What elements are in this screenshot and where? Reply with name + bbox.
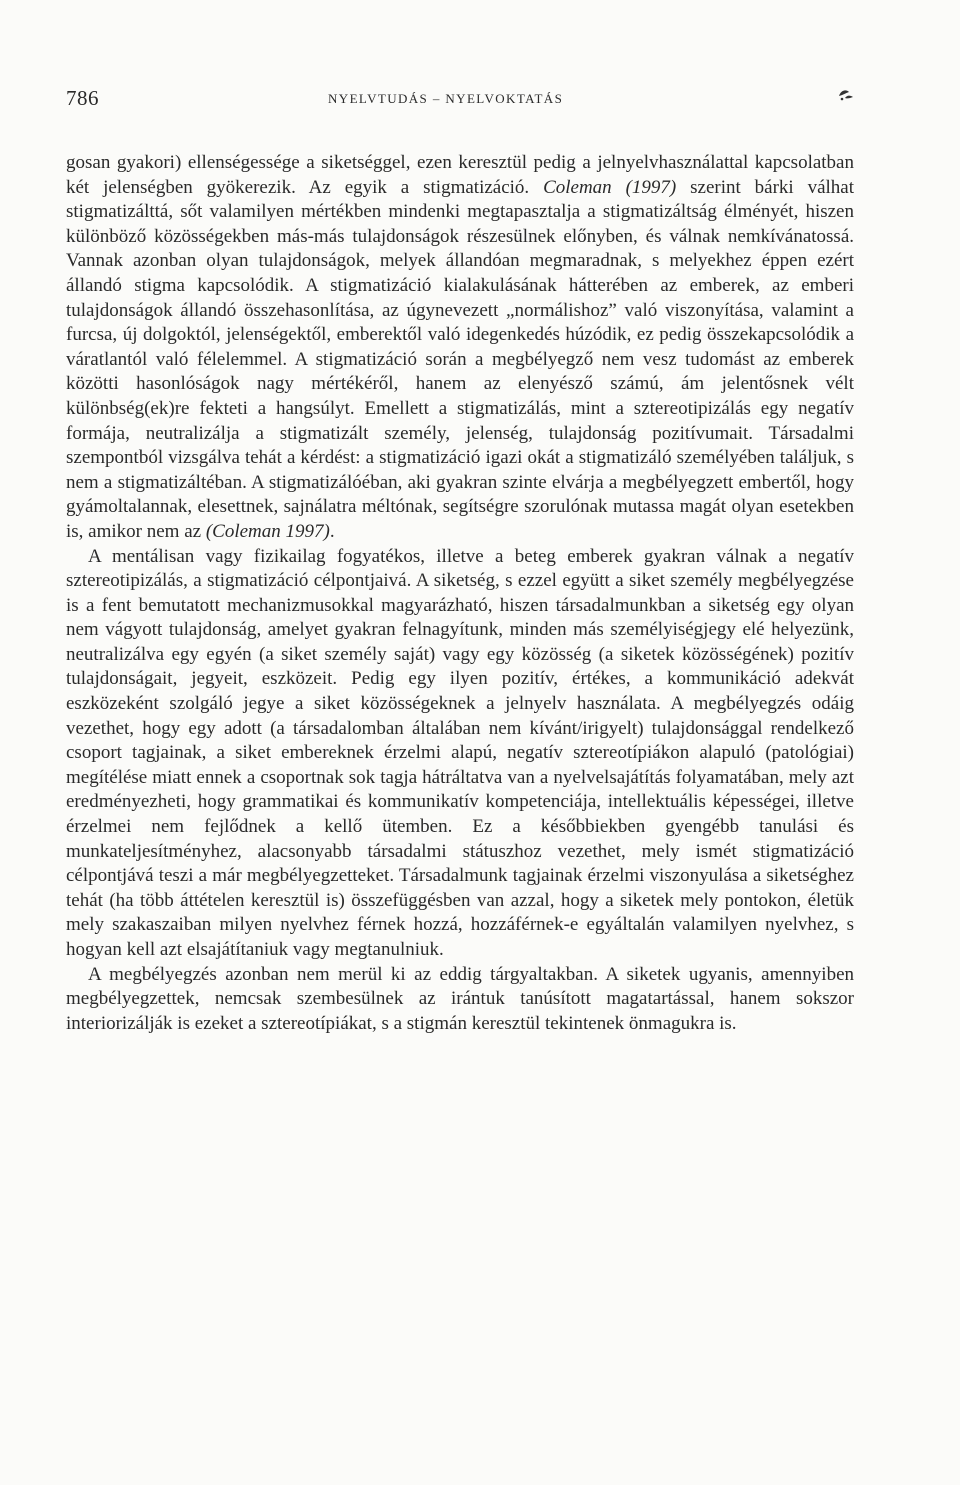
paragraph (66, 963, 854, 1037)
text-run: gosan gyakori) ellenségessége a siketséggel, ezen keresztül pedig a jelnyelvhasználattal kapcsolatban két jelenségben gyökerezik. Az egyik a stigmatizáció. (66, 152, 854, 198)
text-run: . (329, 520, 335, 542)
citation: Coleman (1997) (543, 176, 677, 198)
text-run: A mentálisan vagy fizikailag fogyatékos, illetve a beteg emberek gyakran válnak a negatív sztereotipizálás, a stigmatizáció célpontjaivá. A siketség, s ezzel együtt a siket személy megbélyegzése is a fent bemutatott mechanizmusokkal magyarázható, hiszen társadalmunkban a siketség egy olyan nem vágyott tulajdonság, amelyet gyakran felnagyítunk, minden más személyiségjegy elé helyezünk, neutralizálva egy egyén (a siket személy saját) vagy egy közösség (a siketek közösségének) pozitív tulajdonságait, jegyeit, eszközeit. Pedig egy ilyen pozitív, értékes, a kommunikáció adekvát eszközeként szolgáló jegye a siket közösségeknek a jelnyelv használata. A megbélyegzés odáig vezethet, hogy egy adott (a társadalomban általában nem kívánt/irigyelt) tulajdonsággal rendelkező csoport tagjainak, a siket embereknek érzelmi alapú, negatív sztereotípiákon alapuló (patológiai) megítélése miatt ennek a csoportnak sok tagja hátráltatva van a nyelvelsajátítás folyamatában, mely azt eredményezheti, hogy grammatikai és kommunikatív kompetenciája, intellektuális képességei, illetve érzelmei nem fejlődnek a kellő ütemben. Ez a későbbiekben gyengébb tanulási és munkateljesítményhez, alacsonyabb társadalmi státuszhoz vezethet, mely ismét stigmatizáció célpontjává teszi a már megbélyegzetteket. Társadalmunk tagjainak érzelmi viszonyulása a siketséghez tehát (ha több áttételen keresztül is) összefüggésben van azzal, hogy a siketek mely pontokon, életük mely szakaszaiban milyen nyelvhez férnek hozzá, hozzáférnek-e egyáltalán valamilyen nyelvhez, s hogyan kell azt elsajátítaniuk vagy megtanulniuk. (66, 545, 854, 960)
leaf-ornament-icon (837, 86, 855, 102)
text-run: A megbélyegzés azonban nem merül ki az eddig tárgyaltakban. A siketek ugyanis, amennyiben megbélyegzettek, nemcsak szembesülnek az irántuk tanúsított magatartással, hanem sokszor interiorizálják is ezeket a sztereotípiákat, s a stigmán keresztül tekintenek önmagukra is. (66, 963, 854, 1034)
text-run: szerint bárki válhat stigmatizálttá, sőt valamilyen mértékben mindenki megtapasztalja a stigmatizáltság élményét, hiszen különböző közösségekben más-más tulajdonságok részesülnek előnyben, és válnak nemkívánatossá. Vannak azonban olyan tulajdonságok, melyek állandóan megmaradnak, s melyekhez éppen ezért állandó stigma kapcsolódik. A stigmatizáció kialakulásának hátterében az emberek, az emberi tulajdonságok állandó összehasonlítása, az úgynevezett „normálishoz” való viszonyítása, valamint a furcsa, új dolgoktól, jelenségektől, emberektől való idegenkedés húzódik, ez pedig összekapcsolódik a váratlantól való félelemmel. A stigmatizáció során a megbélyegző nem vesz tudomást az emberek közötti hasonlóságok nagy mértékéről, hanem az elenyésző számú, ám jelentősnek vélt különbség(ek)re fekteti a hangsúlyt. Emellett a stigmatizálás, mint a sztereotipizálás egy negatív formája, neutralizálja a stigmatizált személy, jelenség, tulajdonság pozitívumait. Társadalmi szempontból vizsgálva tehát a kérdést: a stigmatizáció igazi okát a stigmatizáló személyében találjuk, s nem a stigmatizáltéban. A stigmatizálóéban, aki gyakran szinte elvárja a megbélyegzett embertől, hogy gyámoltalannak, elesettnek, sajnálatra méltónak, segítségre szorulónak mutassa magát olyan esetekben is, amikor nem az (66, 176, 855, 542)
running-title: NYELVTUDÁS – NYELVOKTATÁS (328, 91, 564, 106)
page-number: 786 (66, 86, 99, 110)
paragraph (66, 545, 854, 963)
paragraph (66, 151, 854, 545)
page-header (66, 86, 855, 116)
body-text (66, 151, 854, 1036)
citation: (Coleman 1997) (205, 520, 330, 542)
